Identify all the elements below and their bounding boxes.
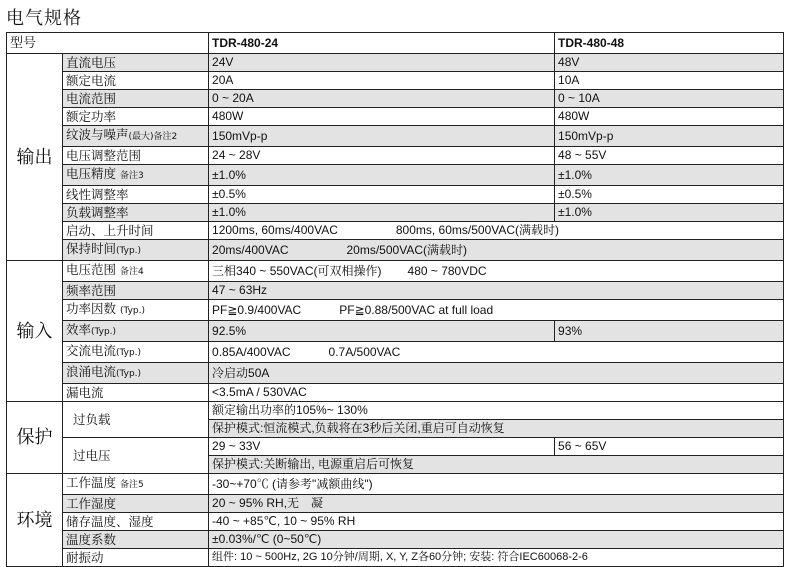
value-part: 0.7A/500VAC [328, 344, 401, 359]
label-note: (Typ.) [120, 306, 146, 316]
label-text: 浪涌电流 [66, 364, 117, 379]
label-text: 功率因数 [66, 301, 117, 316]
label-note: (Typ.) [91, 327, 117, 337]
row-label: 过负载 [63, 402, 209, 438]
value-span: -40 ~ +85℃, 10 ~ 95% RH [209, 513, 784, 531]
value-span: 额定输出功率的105%~ 130% [209, 402, 784, 420]
value-a: 92.5% [209, 321, 555, 342]
value-span [209, 261, 784, 282]
table-row [7, 126, 784, 147]
value-b: 150mVp-p [555, 126, 784, 147]
row-label [63, 126, 209, 147]
table-row [7, 342, 784, 363]
value-b: ±0.5% [555, 186, 784, 204]
table-row [7, 54, 784, 72]
value-span [209, 222, 784, 240]
model-a: TDR-480-24 [209, 33, 555, 54]
row-label [63, 240, 209, 261]
value-span: <3.5mA / 530VAC [209, 384, 784, 402]
value-part: 1200ms, 60ms/400VAC [212, 223, 338, 237]
table-row [7, 513, 784, 531]
table-row [7, 531, 784, 549]
row-label: 过电压 [63, 438, 209, 474]
row-label: 额定功率 [63, 108, 209, 126]
label-text: 电压精度 [66, 166, 117, 181]
value-a: 150mVp-p [209, 126, 555, 147]
value-span [209, 240, 784, 261]
value-part: 480 ~ 780VDC [407, 263, 487, 278]
group-environment: 环境 [7, 474, 63, 567]
table-row [7, 147, 784, 165]
row-label [63, 300, 209, 321]
table-row [7, 384, 784, 402]
table-row [7, 549, 784, 567]
row-label: 负载调整率 [63, 204, 209, 222]
value-a: 24V [209, 54, 555, 72]
label-text: 电压范围 [66, 262, 117, 277]
label-note: 备注3 [120, 171, 144, 181]
label-text: 纹波与噪声 [66, 127, 129, 142]
value-span: -30~+70℃ (请参考"减额曲线") [209, 474, 784, 495]
value-b: 10A [555, 72, 784, 90]
table-row [7, 186, 784, 204]
label-text: 保持时间 [66, 241, 117, 256]
value-b: 48V [555, 54, 784, 72]
value-span: 保护模式:关断输出, 电源重启后可恢复 [209, 456, 784, 474]
label-text: 效率 [66, 322, 92, 337]
value-span: 47 ~ 63Hz [209, 282, 784, 300]
label-note: (Typ.) [116, 348, 142, 358]
value-b: 56 ~ 65V [555, 438, 784, 456]
group-output: 输出 [7, 54, 63, 261]
value-part: PF≧0.88/500VAC at full load [339, 302, 494, 317]
value-a: ±1.0% [209, 165, 555, 186]
row-label [63, 261, 209, 282]
value-span: 20 ~ 95% RH,无 凝 [209, 495, 784, 513]
row-label [63, 321, 209, 342]
row-label [63, 165, 209, 186]
table-row [7, 321, 784, 342]
table-row [7, 300, 784, 321]
value-span: 保护模式:恒流模式,负载将在3秒后关闭,重启可自动恢复 [209, 420, 784, 438]
value-a: ±0.5% [209, 186, 555, 204]
value-span [209, 300, 784, 321]
row-label: 电压调整范围 [63, 147, 209, 165]
row-label: 耐振动 [63, 549, 209, 567]
row-label [63, 474, 209, 495]
value-part: 800ms, 60ms/500VAC(满载时) [395, 223, 560, 237]
label-text: 交流电流 [66, 343, 117, 358]
row-label: 启动、上升时间 [63, 222, 209, 240]
table-row [7, 363, 784, 384]
row-label: 工作湿度 [63, 495, 209, 513]
label-note: (Typ.) [116, 246, 142, 256]
model-label: 型号 [7, 33, 209, 54]
model-b: TDR-480-48 [555, 33, 784, 54]
table-row [7, 72, 784, 90]
value-part: PF≧0.9/400VAC [212, 302, 302, 317]
row-label: 漏电流 [63, 384, 209, 402]
row-label: 额定电流 [63, 72, 209, 90]
table-row [7, 261, 784, 282]
row-label: 线性调整率 [63, 186, 209, 204]
table-row [7, 90, 784, 108]
value-a: 29 ~ 33V [209, 438, 555, 456]
label-note: 备注5 [120, 480, 144, 490]
label-note: (最大)备注2 [128, 132, 178, 142]
table-row [7, 402, 784, 420]
table-row [7, 204, 784, 222]
table-row [7, 495, 784, 513]
value-a: ±1.0% [209, 204, 555, 222]
row-label [63, 342, 209, 363]
value-b: 48 ~ 55V [555, 147, 784, 165]
group-input: 输入 [7, 261, 63, 402]
value-part: 三相340 ~ 550VAC(可双相操作) [212, 263, 382, 278]
value-part: 20ms/400VAC [212, 242, 289, 257]
page-title: 电气规格 [6, 8, 82, 29]
table-row [7, 474, 784, 495]
value-b: 93% [555, 321, 784, 342]
value-b: ±1.0% [555, 165, 784, 186]
group-protection: 保护 [7, 402, 63, 474]
value-span: 冷启动50A [209, 363, 784, 384]
table-row [7, 240, 784, 261]
table-row [7, 165, 784, 186]
table-row [7, 438, 784, 456]
value-span: ±0.03%/℃ (0~50℃) [209, 531, 784, 549]
value-a: 0 ~ 20A [209, 90, 555, 108]
table-row [7, 222, 784, 240]
value-span [209, 342, 784, 363]
label-text: 工作温度 [66, 475, 117, 490]
value-a: 20A [209, 72, 555, 90]
row-label [63, 363, 209, 384]
row-label: 直流电压 [63, 54, 209, 72]
table-row [7, 282, 784, 300]
value-b: 480W [555, 108, 784, 126]
label-note: 备注4 [120, 267, 144, 277]
table-row [7, 108, 784, 126]
row-label: 温度系数 [63, 531, 209, 549]
value-a: 24 ~ 28V [209, 147, 555, 165]
value-part: 20ms/500VAC(满载时) [346, 242, 467, 257]
value-b: ±1.0% [555, 204, 784, 222]
value-span: 组件: 10 ~ 500Hz, 2G 10分钟/周期, X, Y, Z各60分钟; 安装: 符合IEC60068-2-6 [209, 549, 784, 567]
value-part: 0.85A/400VAC [212, 344, 291, 359]
spec-table [6, 32, 784, 567]
label-note: (Typ.) [116, 369, 142, 379]
row-label: 电流范围 [63, 90, 209, 108]
row-label: 储存温度、湿度 [63, 513, 209, 531]
row-label: 频率范围 [63, 282, 209, 300]
value-a: 480W [209, 108, 555, 126]
value-b: 0 ~ 10A [555, 90, 784, 108]
header-row [7, 33, 784, 54]
